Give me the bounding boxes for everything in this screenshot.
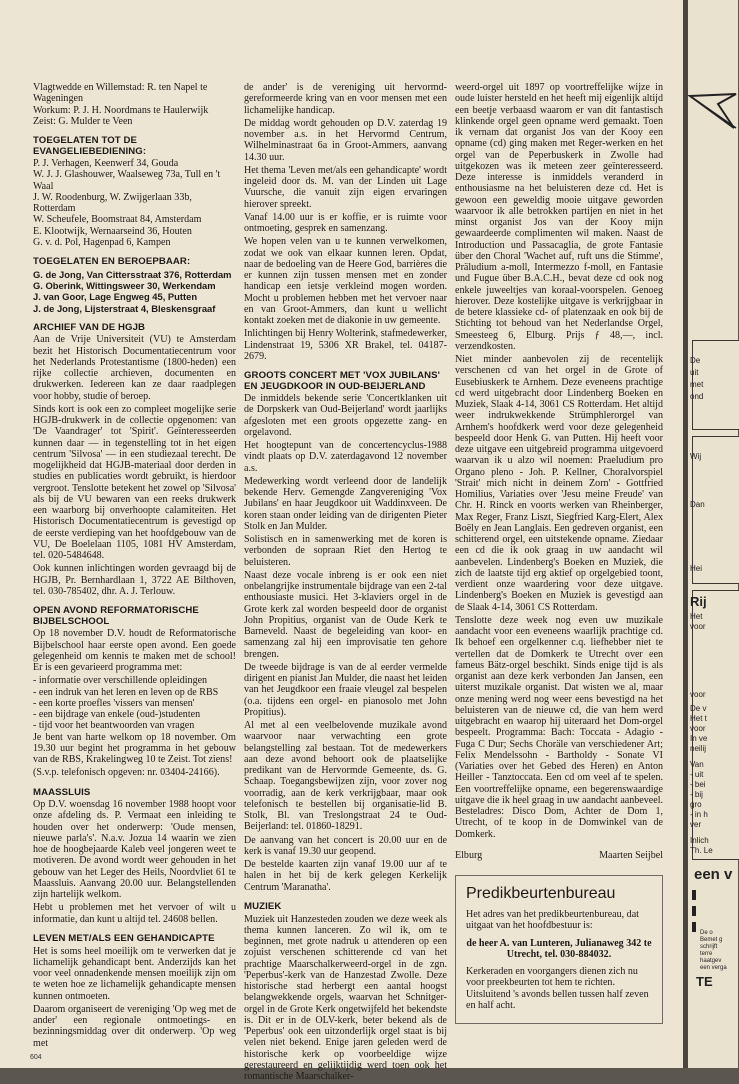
bullet-bar [692,890,696,900]
paragraph: De middag wordt gehouden op D.V. zaterdag 19 november a.s. in het Hervormd Centrum, Wilhelminastraat 6a in Groot-Ammers, aanvang 14.30 uur. [244,117,447,163]
paragraph: Je bent van harte welkom op 18 november. Om 19.30 uur begint het programma in het gebouw van de RBS, Krakelingweg 10 te Zeist. Tot ziens! [33,731,236,766]
section-heading: LEVEN MET/ALS EEN GEHANDICAPTE [33,932,215,944]
section-heading: GROOTS CONCERT MET 'VOX JUBILANS' EN JEUGDKOOR IN OUD-BEIJERLAND [244,370,441,392]
signature-place: Elburg [455,849,483,861]
paragraph: Het thema 'Leven met/als een gehandicapte' wordt ingeleid door ds. M. van der Linden uit Lage Vuursche, die vanuit zijn eigen ervaringen hierover spreekt. [244,164,447,210]
paragraph: Inlichtingen bij Henry Wolterink, stafmedewerker, Lindenstraat 19, 5306 XR Brakel, tel. 04187-2679. [244,328,447,362]
bullet-bar [692,922,696,932]
list-item: W. Scheufele, Boomstraat 84, Amsterdam [33,214,202,226]
column-1 [33,82,236,1051]
paragraph: Al met al een veelbelovende muzikale avond waarvoor naar verwachting een grote belangstelling zal bestaan. Tot de medewerkers aan deze avond behoort ook de plaatselijke predikant van de Hervormde Gemeente, ds. G. Schaap. Toegangsbewijzen zijn, voor zover nog voorradig, aan de kerk verkrijgbaar, maar ook telefonisch te bestellen bij organisatie-lid B. Stolk, Bl. van Treslongstraat 24 te Oud-Beijerland: tel. 01860-18291. [244,720,447,833]
adjacent-word: neilij [690,744,707,753]
intro-line: Workum: P. J. H. Noordmans te Haulerwijk [33,104,209,116]
adjacent-logo-text: TE [696,974,713,989]
list-item: J. van Goor, Lage Engweg 45, Putten [33,291,198,303]
adjacent-word: In ve [690,734,708,743]
paragraph: Naast deze vocale inbreng is er ook een niet onbelangrijke instrumentale bijdrage van een 2-tal enthousiaste musici. Het 3-klaviers orgel in de Grote kerk zal worden bespeeld door de organist John Propitius, organist van de Oude Kerk te Barneveld. Naast de begeleiding van koor- en samenzang zal hij een improvisatie ten gehore brengen. [244,569,447,660]
paragraph: Niet minder aanbevolen zij de recentelijk verschenen cd van het orgel in de Grote of Eusebiuskerk te Arnhem. Deze eveneens prachtige cd werd uitgebracht door Lindenberg Boeken en Muziek, Slaak 4-14, 3061 CS Rotterdam. Het altijd weer indrukwekkende Strümphlerorgel van Arnhem's hoofdkerk werd voor deze gelegenheid bespeeld door Henk G. van Putten. Hij heeft voor deze uitgave een uitgebreid programma uitgevoerd waarvan ik u alzo wil noemen: Praeludium pro Organo pleno - Joh. P. Kellner, Choralvorspiel 'Strait' mich nicht in deinem Zorn' - Gottfried Homilius, Variaties over 'Jesu meine Freude' van Chr. H. Rinck en voorts werken van Rheinberger, Max Reger, Franz Liszt, Siegfried Karg-Elert, Alex Boëly en Jean Langlais. Een gedreven organist, een schitterend orgel, een uitstekende opname. Ziedaar een cd die ik ook graag in uw aandacht wil aanbevelen. Lindenberg's Boeken en Muziek, die zich de laatste tijd erg aktief op orgelgebied toont, verdient onze waardering voor deze uitgave. Lindenberg's Boeken en Muziek is gevestigd aan de Slaak 4-14, 3061 CS Rotterdam. [455,354,663,613]
paragraph: De bestelde kaarten zijn vanaf 19.00 uur af te halen in het bij de kerk gelegen Kerkelijk Centrum 'Maranatha'. [244,859,447,893]
adjacent-word: - uit [690,770,704,779]
adjacent-page-strip [688,0,738,1068]
page-number: 604 [30,1054,42,1061]
paragraph: De tweede bijdrage is van de al eerder vermelde dirigent en pianist Jan Mulder, die naast het leiden van het Jeugdkoor een fraaie vleugel zal bespelen (o.a. tijdens een orgel- en pianosolo met John Propitius). [244,661,447,718]
paragraph: Hebt u problemen met het vervoer of wilt u informatie, dan kunt u altijd tel. 24608 bellen. [33,902,236,925]
arrow-graphic-icon [688,76,738,146]
list-item: - tijd voor het beantwoorden van vragen [33,720,195,732]
paragraph: Medewerking wordt verleend door de landelijk bekende Herv. Gemengde Zangvereniging 'Vox Jubilans' en haar Jeugdkoor uit Waddinxveen. De koren staan onder leiding van de dirigenten Pieter Stolk en Jan Mulder. [244,475,447,532]
notice-text: Kerkeraden en voorgangers dienen zich nu voor preekbeurten tot hem te richten. Uitsluitend 's avonds bellen tussen half zeven en half acht. [466,966,649,1011]
adjacent-word: Van [690,760,704,769]
section-heading: MUZIEK [244,900,282,912]
paragraph: Op 18 november D.V. houdt de Reformatorische Bijbelschool haar eerste open avond. Een goede gelegenheid om kennis te maken met de school! Er is een gevarieerd programma met: [33,628,236,674]
adjacent-word: met [690,380,704,389]
adjacent-word: gro [690,800,702,809]
adjacent-word: Het t [690,714,707,723]
section-heading: TOEGELATEN EN BEROEPBAAR: [33,256,191,268]
adjacent-word: ond [690,392,704,401]
paragraph: Op D.V. woensdag 16 november 1988 hoopt voor onze afdeling ds. P. Vermaat een inleiding te houden over het onderwerp: 'Oude mensen, nieuwe parla's'. N.a.v. Jozua 14 waarin we zien hoe de hoogbejaarde Kaleb veel jongeren weet te motiveren. De avond wordt weer gehouden in het gebouw van het Leger des Heils, Noordvliet 61 te Maassluis. Aanvang 20.00 uur. Belangstellenden zijn hartelijk welkom. [33,799,236,901]
list-item: W. J. J. Glashouwer, Waalseweg 73a, Tull en 't Waal [33,169,221,192]
list-item: J. de Jong, Lijsterstraat 4, Bleskensgraaf [33,302,216,314]
paragraph: de ander' is de vereniging uit hervormd-gereformeerde kring van en voor mensen met een lichamelijke handicap. [244,82,447,116]
signature [455,850,663,861]
paragraph: Het hoogtepunt van de concertencyclus-1988 vindt plaats op D.V. zaterdagavond 12 november a.s. [244,440,447,474]
adjacent-word: ver [690,820,702,829]
paragraph: Muziek uit Hanzesteden zouden we deze week als thema kunnen lanceren. Zo wil ik, om te beginnen, met grote nadruk u attenderen op een zojuist verschenen schitterende cd van het prachtige Maarschalkerweerd-orgel in de zgn. 'Peperbus'-kerk van de Hanzestad Zwolle. Deze historische stad herbergt een aantal hoogst belangwekkende orgels, waarvan het Schnitger-orgel in de Grote Kerk ongetwijfeld het bekendste is. Dit er in de OLV-kerk, beter bekend als de 'Peperbus' ook een uitzonderlijk orgel staat is bij velen niet bekend. Enige jaren geleden werd de historische kerk op voorbeeldige wijze gerestaureerd en gelijktijdig werd toen ook het romantische Maarschalker- [244,913,447,1083]
notice-box [455,875,663,1024]
section-heading: TOEGELATEN TOT DE EVANGELIEBEDIENING: [33,135,147,157]
adjacent-word: haatgev [700,958,722,964]
adjacent-word: De o [700,930,713,936]
adjacent-word: De v [690,704,707,713]
adjacent-word: Het [690,612,703,621]
adjacent-word: Dan [690,500,705,509]
notice-text: Het adres van het predikbeurtenbureau, dat uitgaat van het hoofdbestuur is: [466,909,639,932]
paragraph: De inmiddels bekende serie 'Concertklanken uit de Dorpskerk van Oud-Beijerland' wordt jaarlijks afgesloten met een groots opgezette zang- en orgelavond. [244,393,447,438]
paragraph: (S.v.p. telefonisch opgeven: nr. 03404-24166). [33,767,220,779]
notice-address: de heer A. van Lunteren, Julianaweg 342 te Utrecht, tel. 030-884032. [466,937,652,960]
paragraph: Aan de Vrije Universiteit (VU) te Amsterdam bezit het Historisch Documentatiecentrum voor het Nederlands Protestantisme (1800-heden) een rijke collectie archieven, documenten en drukwerken. Iedereen kan ze daar raadplegen voor hobby, studie of beroep. [33,334,236,402]
list-item: J. W. Roodenburg, W. Zwijgerlaan 33b, Rotterdam [33,191,192,215]
paragraph: Daarom organiseert de vereniging 'Op weg met de ander' een regionale ontmoetings- en bezinningsmiddag over dit onderwerp. 'Op weg met [33,1003,236,1049]
adjacent-word: voor [690,622,706,631]
list-item: G. de Jong, Van Cittersstraat 376, Rotterdam [33,268,232,280]
section-heading: ARCHIEF VAN DE HGJB [33,321,146,333]
column-2 [244,82,447,1084]
list-item: - een bijdrage van enkele (oud-)studenten [33,709,201,721]
section-heading: MAASSLUIS [33,786,91,798]
list-item: - een indruk van het leren en leven op de RBS [33,686,219,698]
list-item: E. Klootwijk, Wernaarseind 36, Houten [33,225,192,237]
paragraph: weerd-orgel uit 1897 op voortreffelijke wijze in oude luister hersteld en het heeft mij eigenlijk altijd een beetje verbaasd waarom er van dit fantastisch klinkende orgel geen opname werd gemaakt. Toen ik vernam dat organist Jos van der Kooy een opname (cd) ging maken met Reger-werken en het orgel van de Peperbuskerk in Zwolle had uitgekozen was ik meteen zeer geïnteresseerd. Deze interesse is inmiddels veranderd in enthousiasme na het beluisteren deze cd. Het is gewoon een geweldig mooie uitgave geworden waarvoor ik alle betrokken partijen en niet in het minst organist Jos van der Kooy mijn gewaardeerde complimenten wil maken. Naast de Introduction und Passacaglia, de grote Fantasie über den Choral 'Wachet auf, ruft uns die Stimme', Präludium a-moll, Intermezzo f-moll, en Fantasie und Fugue über B.A.C.H., bevat deze cd ook nog enkele juweeltjes van koraal-voorspelen. Genoeg hierover. Deze kostelijke uitgave is verkrijgbaar in de betere klassieke cd- of platenzaak en ook bij de Stichting tot behoud van het Nederlandse Orgel, Smeesteeg 6, Elburg. Prijs ƒ 48,—, incl. verzendkosten. [455,82,663,352]
adjacent-heading: Rij [690,594,707,609]
list-item: - een korte proefles 'vissers van mensen' [33,697,195,709]
paragraph: Het is soms heel moeilijk om te verwerken dat je lichamelijk gehandicapt bent. Anderzijds kan het voor veel onnadenkende mensen moeilijk zijn om te weten hoe ze lichamelijk gehandicapte mensen kunnen ontmoeten. [33,945,236,1002]
list-item: P. J. Verhagen, Keenwerf 34, Gouda [33,158,179,170]
notice-title: Predikbeurtenbureau [466,885,616,902]
paragraph: Vanaf 14.00 uur is er koffie, er is ruimte voor ontmoeting, gesprek en samenzang. [244,211,447,234]
adjacent-word: - bei [690,780,706,789]
intro-line: Vlagtwedde en Willemstad: R. ten Napel te Wageningen [33,82,208,105]
programme-list [33,675,236,731]
adjacent-word: Th. Le [690,846,713,855]
adjacent-word: schrijft [700,944,718,950]
adjacent-word: een verga [700,965,727,971]
adjacent-word: uit [690,368,699,377]
intro-line: Zeist: G. Mulder te Veen [33,115,133,127]
bullet-bar [692,906,696,916]
section-heading: OPEN AVOND REFORMATORISCHE BIJBELSCHOOL [33,605,199,627]
adjacent-word: Hei [690,564,703,573]
list-item: G. Oberink, Wittingsweer 30, Werkendam [33,280,216,292]
paragraph: Tenslotte deze week nog even uw muzikale aandacht voor een eveneens waarlijk prachtige cd. Ik behoef een orgelkenner c.q. liefhebber niet te vertellen dat de Domkerk te Utrecht over een fameus Bätz-orgel beschikt. Sinds enige tijd is als organist aan deze kerk verbonden Jan Jansen, een uiterst muzikale organist. Dat wisten we al, maar onze mening werd nog weer eens bevestigd na het beluisteren van de nieuwe cd, die van hem werd uitgebracht en waarop hij uiteraard het Dom-orgel bespeelt. Programma: Bach: Toccata - Adagio - Fuga C Dur; Sechs Choräle van verschiedener Art; Felix Mendelssohn - Bartholdy - Sonate VI (Variaties over het Gebed des Heren) en Anton Heiller - Tanztoccata. Een cd om veel af te spelen. Een voortreffelijke opname, een begerenswaardige uitgave die ik heel graag in uw aandacht aanbeveel. Besteladres: Disco Dom, Achter de Dom 1, Utrecht, of te koop in de Domwinkel van de Domkerk. [455,614,663,840]
paragraph: Solistisch en in samenwerking met de koren is verbonden de sopraan Riet den Hertog te beluisteren. [244,534,447,568]
adjacent-word: terre [700,951,713,957]
adjacent-word: Wij [690,452,702,461]
adjacent-heading: een v [694,866,733,883]
column-3 [455,82,663,1024]
candidates-list [33,158,236,248]
adjacent-word: De [690,356,701,365]
list-item: G. v. d. Pol, Hagenpad 6, Kampen [33,236,171,248]
paragraph: Sinds kort is ook een zo compleet mogelijke serie HGJB-drukwerk in de collectie opgenomen: van 'De Vaandrager' tot 'Spirit'. Geïnteresseerden kunnen daar — in tegenstelling tot in het eigen centrum 'Silvosa' — in een studiezaal terecht. De mogelijkheid dat HGJB-materiaal door derden in studies en publicaties wordt gebruikt, is hierdoor vergroot. Tenslotte betekent het zowel op 'Silvosa' als bij de VU bewaren van een reeks drukwerk een waarborg bij onverhoopte calamiteiten. Het Historisch Documentatiecentrum is gevestigd op de eerste verdieping van het hoofdgebouw van de VU, De Boelelaan 1105, 1081 HV Amsterdam, tel. 020-5484648. [33,403,236,562]
paragraph: Ook kunnen inlichtingen worden gevraagd bij de HGJB, Pr. Bernhardlaan 1, 3722 AE Bilthoven, tel. 030-785402, dhr. A. J. Terlouw. [33,563,236,597]
adjacent-word: - bij [690,790,703,799]
adjacent-word: Bemet g [700,937,723,943]
adjacent-word: - in h [690,810,708,819]
list-item: - informatie over verschillende opleidingen [33,675,208,687]
eligible-list [33,269,236,314]
adjacent-word: voor [690,724,706,733]
adjacent-word: Inlich [690,836,709,845]
signature-author: Maarten Seijbel [599,849,663,861]
adjacent-word: voor [690,690,706,699]
paragraph: De aanvang van het concert is 20.00 uur en de kerk is vanaf 19.30 uur geopend. [244,834,447,857]
paragraph: We hopen velen van u te kunnen verwelkomen, zodat we ook van elkaar kunnen leren. Opdat, naar de bedoeling van de Heere God, barrières die er kunnen zijn tussen mensen met en zonder handicap een ietsje verkleind mogen worden. Mocht u problemen hebben met het vervoer naar en van Groot-Ammers, dan kunt u wellicht kontakt zoeken met de diakonie in uw gemeente. [244,236,447,326]
